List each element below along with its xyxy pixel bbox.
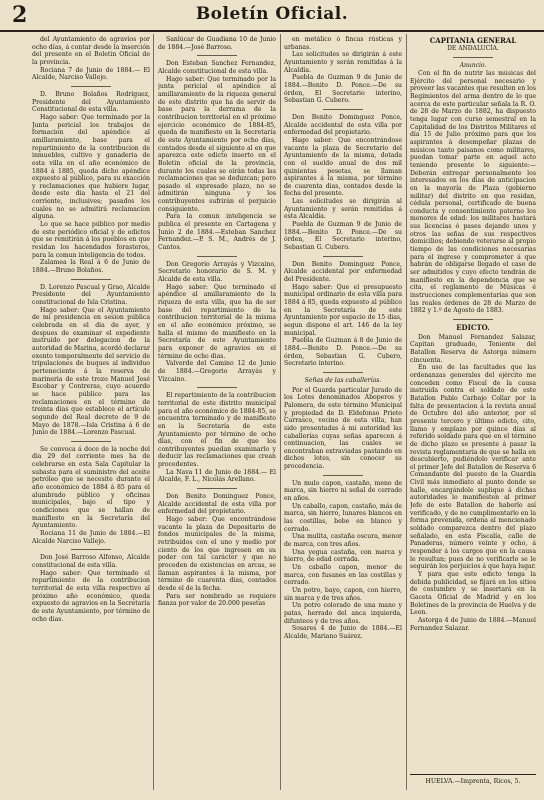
rule — [323, 475, 363, 476]
paragraph: Las solicitudes se dirigirán al Ayuntamiento y serán remitidas á esta Alcaldía. — [284, 198, 402, 221]
paragraph: Hago saber: Que encontrándose vacante la plaza de Secretario del Ayuntamiento de la misma, dotada con el sueldo anual de dos mil quinientas pesetas, se llaman aspirantes á la misma, por término de cuarenta dias, contados desde la fecha del presente. — [284, 136, 402, 198]
paragraph: Un mulo capon, castaño, meno de marca, sin hierro ni señal de cerrado en años. — [284, 479, 402, 503]
rule — [71, 279, 111, 280]
paragraph: Puebla de Guzman á 8 de Junio de 1884.—Benito D. Ponce.—De su órden, Sebastian G. Cubero, Secretario interino. — [284, 337, 402, 368]
paragraph: Hago saber: Que terminado por la Junta pericial los trabajos de formacion del apéndice al amillaramiento, base para el repartimiento de la contribucion de inmuebles, cultivo y ganaderia de esta villa en el año económico de 1884 á 1885, queda dicho apéndice expuesto al público, para su exacción y reclamaciones que hubiere lugar, desde este dia hasta el 21 del corriente, inclusives; pasados los cuales no se admitirá reclamacion alguna. — [32, 113, 150, 221]
rule — [197, 387, 237, 388]
paragraph: Puebla de Guzman 9 de Junio de 1884.—Benito D. Ponce.—De su órden, El Secretario interino, Sebastian G. Cubero. — [284, 74, 402, 105]
article — [32, 554, 150, 623]
paragraph: Don Gregorio Arrayás y Vizcaino, Secretario honorario de S. M. y Alcalde de esta villa. — [158, 260, 276, 284]
paragraph: Hago saber: Que el presupuesto municipal ordinario de esta villa para 1884 á 85, queda expuesto al público en la Secretaría de este Ayuntamiento por espacio de 15 dias, segun dispone el art. 146 de la ley municipal. — [284, 283, 402, 337]
column-3 — [284, 36, 402, 645]
rule — [71, 441, 111, 442]
page-title: Boletín Oficial. — [195, 4, 349, 24]
article — [32, 284, 150, 437]
paragraph: Para la comun inteligencia se publica el presente en Cartagena y Junio 2 de 1884.—Esteban Sanchez Fernandez.—P. S. M., Andrés de J. Cantos. — [158, 213, 276, 252]
article — [32, 446, 150, 546]
paragraph: Don Benito Dominguez Ponce, Alcalde accidental de esta villa por enfermedad del propietario. — [158, 493, 276, 516]
paragraph: Don José Barroso Alfonso, Alcalde constitucional de esta villa. — [32, 554, 150, 569]
signature-line: Zalamea la Real á 6 de Junio de 1884.—Bruno Bolaños. — [32, 259, 150, 275]
column-2 — [158, 36, 276, 612]
page-header — [0, 0, 544, 32]
signature-line: Valverde del Camino 12 de Junio de 1884.—Gregorio Arrayás y Vizcaino. — [158, 360, 276, 383]
article — [284, 114, 402, 252]
edict-body — [410, 334, 536, 633]
paragraph: Con el fin de nutrir las músicas del Ejército del personal necesario y proveer las vacantes que resulten en los Regimientos del arma dentro de lo que acerca de este particular señala la R. O. de 28 de Marzo de 1882, ha dispuesto tenga lugar con curso semestral en la Capitalidad de los Distritos Militares el día 15 de Julio próximo para que los aspirantes á desempeñar plazas de músicos tanto paisanos como militares, puedan tomar parte en aquel acto teniendo presente lo siguiente:—Deberán entregar personalmente los interesados en los dias de anticipacion en la mayoría de Plaza (gobierno militar) del distrito en que residan, cédula personal, certificado de buena conducta y consentimiento paterno los menores de edad: los militares bastará sus licencias ó pases dejando unos y otros las señas de sus respectivos domicilios; debiendo veterarse al propio tiempo de las condiciones necesarias para el ingreso y comprometer á que habrán de obligarse llegado el caso de ser admitidos y cuyo efecto tendrán de manifiesto en la dependencia que se cita, el reglamento de Músicas é instrucciones complementarias que son las reales órdenes de 28 de Marzo de 1882 y 1.º de Agosto de 1883. — [410, 70, 536, 315]
paragraph: Una mulita, castaña oscura, menor de marca, con tres años. — [284, 533, 402, 549]
article — [158, 60, 276, 251]
article — [284, 480, 402, 641]
signature-line: Sosares 4 de Junio de 1884.—El Alcalde, Mariano Suárez. — [284, 625, 402, 640]
article — [158, 493, 276, 608]
column-divider — [153, 34, 154, 790]
paragraph: Hago saber: Que terminado el apéndice al amillaramiento de la riqueza de esta villa, que ha de ser base del repartimiento de la contribucion territorial de la misma en el año económico próximo, se halla el mismo de manifiesto en la Secretaría de este Ayuntamiento para exponer de agravios en el término de ocho dias. — [158, 283, 276, 360]
paragraph: Se convoca á doce de la noche del dia 29 del corriente mes ha de celebrarse en esta Sala Capitular la subasta para el suministro del aceite petróleo que se necesite durante el año económico de 1884 á 85 para el alumbrado público y oficinas municipales, bajo el tipo y condiciones que se hallan de manifiesto en la Secretaría del Ayuntamiento. — [32, 445, 150, 530]
paragraph: El repartimiento de la contribucion territorial de este distrito municipal para el año económico de 1884-85, se encuentra terminado y de manifiesto en la Secretaría de este Ayuntamiento por término de ocho dias, con el fin de que los contribuyentes puedan examinarlo y deducir las reclamaciones que crean procedentes. — [158, 392, 276, 469]
paragraph: Un caballo capon, menor de marca, con fusanes en las costillas y cerrado. — [284, 564, 402, 587]
signature-line: Rociana 11 de Junio de 1884.—El Alcalde Narciso Vallejo. — [32, 530, 150, 545]
section-heading: CAPITANIA GENERAL — [429, 36, 517, 45]
article — [32, 91, 150, 275]
rule — [453, 57, 493, 58]
paragraph: del Ayuntamiento de agravios por ocho días, á contar desde la inserción del presente en el Boletin Oficial de la provincia. — [32, 36, 150, 66]
paragraph: Una yegua castaña, con marca y hierro, de edad cerrada. — [284, 548, 402, 564]
paragraph: Por el Guarda particular Jurado de los Lotes denominados Aboperos y Palomera, de este término Municipal y propiedad de D. Eldefonso Prieto Carrasco, vecino de esta villa, han sido presentadas á mi autoridad las caballerías cuyas señas aparecen á continuacion, las cuales se encontraban extraviadas pastando en dichos lotes, sin conocer su procedencia. — [284, 386, 402, 471]
page-number: 2 — [12, 2, 28, 28]
rule — [71, 86, 111, 87]
edict-heading: EDICTO. — [456, 323, 490, 332]
paragraph: Lo que se hace público por medio de este periódico oficial y de edictos que se remitirán á los pueblos en que residan los hacendados forasteros, para la comun inteligencia de todos. — [32, 221, 150, 259]
article — [284, 36, 402, 105]
paragraph: En uso de las facultades que las ordenanzas generales del ejército me conceden como Fiscal de la causa instruida contra el soldado de este Batallon Pablo Carbajo Collar por la falta de presentacion á la revista anual de Octubre del año anterior, por el presente tercero y último edicto, cito, llamo y emplazo por quince dias al referido soldado para que en el término de dicho plazo se presente á pasar la revista reglamentaria de que se halla en descubierto, pudiéndolo verificar ante el primer Jefe del Batallon de Reserva 6 Comandante del puesto de la Guardia Civil más inmediato al punto donde se halle, encargándole suplique á dichas autoridades lo manifiesten al primer Jefe de este Batallon de haberlo así verificado, y de no cumplimentarlo en la forma prevenida, ordena al mencionado soldado comparezca dentro del plazo señalado, en esta Fiscalía, calle de Panaderas, número veinte y ocho, á responder á los cargos que en la causa le resultan; pues de no verificarlo se le seguirán los perjuicios á que haya lugar. — [410, 364, 536, 571]
paragraph: Puebla de Guzman 9 de Junio de 1884.—Benito D. Ponce.—De su órden, El Secretario interino, Sebastian G. Cubero. — [284, 221, 402, 252]
rule — [197, 55, 237, 56]
rule — [71, 549, 111, 550]
column-divider — [280, 34, 281, 790]
signature-line: Rociana 7 de Junio de 1884.— El Alcalde, Narciso Vallejo. — [32, 66, 150, 82]
rule — [323, 109, 363, 110]
rule — [453, 319, 493, 320]
paragraph: Don Manuel Fernandez Salazar, Capitan graduado, Teniente del Batallon Reserva de Astorga número cincuenta. — [410, 333, 536, 364]
signature-line: La Nava 11 de Junio de 1884.— El Alcalde, F. L., Nicolás Arellano. — [158, 468, 276, 484]
section-subheading: DE ANDALUCÍA. — [447, 45, 499, 52]
paragraph: Astorga 4 de Junio de 1884.—Manuel Fernandez Salazar. — [410, 616, 536, 632]
article — [32, 36, 150, 82]
section-title: Señas de las caballerías. — [304, 376, 382, 384]
paragraph: Un potro, bayo, capon, con hierro, sin marca y de tres años. — [284, 586, 402, 602]
paragraph: Sanlúcar de Guadiana 10 de Junio de 1884.—José Barroso. — [158, 36, 276, 51]
rule — [323, 372, 363, 373]
paragraph: Un caballo, capon, castaño, más de marca, sin hierro, lunares blancos en las costillas, bebe en blanco y cerrado. — [284, 502, 402, 533]
article — [284, 387, 402, 471]
paragraph: Don Esteban Sanchez Fernandez, Alcalde constitucional de esta villa. — [158, 60, 276, 75]
rule — [323, 256, 363, 257]
rule — [197, 256, 237, 257]
article — [158, 392, 276, 484]
column-1 — [32, 36, 150, 627]
notice-label: Anuncio. — [459, 62, 487, 69]
paragraph: Para ser nombrado se requiere fianza por valor de 20.000 pesetas — [158, 592, 276, 608]
article — [158, 36, 276, 51]
paragraph: Hago saber: Que terminado por la junta pericial el apéndice al amillaramiento de la riqueza general de este distrito que ha de servir de base para la derrama de la contribucion territorial en el próximo ejercicio económico de 1884-85, queda de manifiesto en la Secretaría de este Ayuntamiento por ocho dias, contados desde el siguiente al en que aparezca este edicto inserto en el Boletin oficial de la provincia, durante los cuales se oirán todas las reclamaciones que se deduzcan; pero pasado el expresado plazo, no se admitirán ninguna y los contribuyentes sufrirán el perjuicio consiguiente. — [158, 75, 276, 213]
notice-body — [410, 70, 536, 315]
paragraph: Hago saber: Que terminado el repartimiento de la contribucion territorial de esta villa respectivo al próximo año económico, queda expuesto de agravios en la Secretaría de este Ayuntamiento, por término de ocho dias. — [32, 569, 150, 623]
rule — [197, 488, 237, 489]
article — [158, 261, 276, 384]
column-divider — [406, 34, 407, 790]
paragraph: Don Benito Dominguez Ponce, Alcalde accidental por enfermedad del Presidente. — [284, 260, 402, 284]
paragraph: D. Bruno Bolaños Rodriguez, Presidente del Ayuntamiento Constitucional de esta villa. — [32, 90, 150, 114]
paragraph: Hago saber: Que encontrándose vacante la plaza de Depositario de fondos municipales de la misma, retribuidos con el uno y medio por ciento de los que ingresen en su poder con tal carácter y que no proceden de existencias en arcas, se llaman aspirantes á la misma, por término de cuarenta dias, contados desde el de la fecha. — [158, 516, 276, 592]
paragraph: Un potro colorado de una mano y patas, herrado del anca izquierda, difunteos y de tres años. — [284, 602, 402, 625]
paragraph: Hago saber: Que el Ayuntamiento de mi presidencia en sesion pública celebrada en el dia de ayer, y despues de examinar el expediente instruido por delegacion de la autoridad de Marina, acordó declarar exento temporalmente del servicio de tripulaciones de buques al individuo perteneciente á la reserva de marineria de este trozo Manuel José Escobar y Contreras, cuyo acuerdo se hace público para las reclamaciones en el término de treinta dias que establece el artículo segundo del Real decreto de 9 de Mayo de 1878.—Isla Cristina á 6 de Junio de 1884.—Lorenzo Pascual. — [32, 306, 150, 437]
column-4 — [410, 36, 536, 636]
paragraph: Y para que este edicto tenga la debida publicidad, se fijará en los sitios de costumbre y se insertará en la Gaceta Oficial de Madrid y en los Boletines de la provincia de Huelva y de Leon. — [410, 571, 536, 617]
article — [284, 261, 402, 368]
imprint-line: HUELVA.—Imprenta, Ricos, 5. — [410, 774, 536, 785]
paragraph: D. Lorenzo Pascual y Grao, Alcalde Presidente del Ayuntamiento constitucional de Isla Cristina. — [32, 283, 150, 306]
paragraph: Don Benito Dominguez Ponce, Alcalde accidental de esta villa por enfermedad del propietario. — [284, 113, 402, 137]
paragraph: Las solicitudes se dirigirán á este Ayuntamiento y serán remitidas á la Alcaldía. — [284, 51, 402, 74]
paragraph: en metálico ó fincas rústicas y urbanas. — [284, 36, 402, 51]
